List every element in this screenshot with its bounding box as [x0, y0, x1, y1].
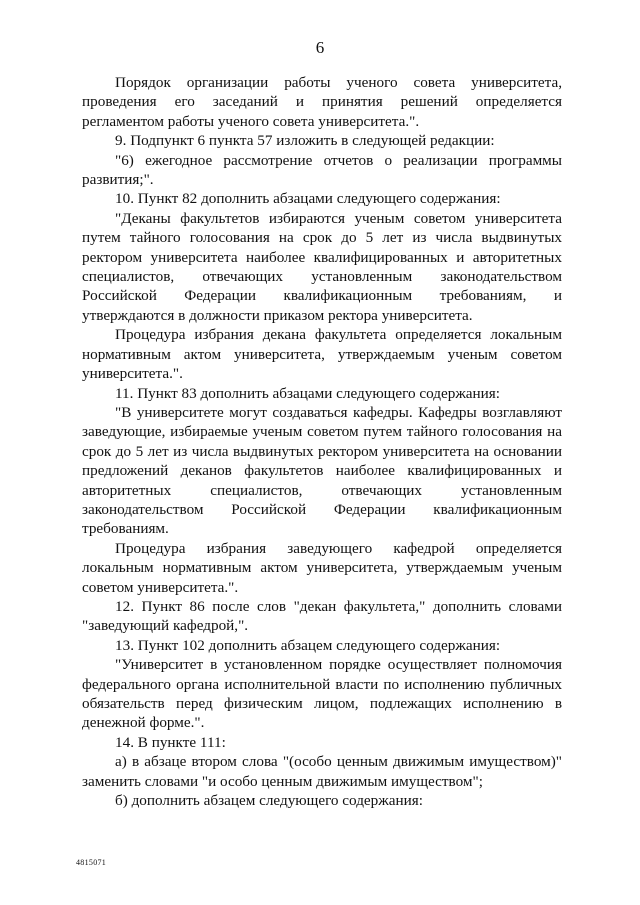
document-body — [82, 73, 562, 810]
paragraph-2: 9. Подпункт 6 пункта 57 изложить в следующей редакции: — [115, 132, 495, 150]
paragraph-14: а) в абзаце втором слова "(особо ценным движимым имуществом)" заменить словами "и особо ценным движимым имуществом"; — [82, 753, 562, 790]
paragraph-15: б) дополнить абзацем следующего содержания: — [115, 792, 423, 810]
paragraph-8: "В университете могут создаваться кафедры. Кафедры возглавляют заведующие, избираемые ученым советом путем тайного голосования на срок до 5 лет из числа выдвинутых ректором университета на основании предложений деканов факультетов наиболее квалифицированных и авторитетных специалистов, отвечающих установленным законодательством Российской Федерации квалификационным требованиям. — [82, 403, 562, 538]
paragraph-6: Процедура избрания декана факультета определяется локальным нормативным актом университета, утверждаемым ученым советом университета.". — [82, 326, 562, 383]
paragraph-10: 12. Пункт 86 после слов "декан факультета," дополнить словами "заведующий кафедрой,". — [82, 597, 562, 635]
paragraph-12: "Университет в установленном порядке осуществляет полномочия федерального органа исполнительной власти по исполнению публичных обязательств перед физическим лицом, подлежащих исполнению в денежной форме.". — [82, 656, 562, 732]
paragraph-11: 13. Пункт 102 дополнить абзацем следующего содержания: — [115, 636, 501, 654]
paragraph-9: Процедура избрания заведующего кафедрой определяется локальным нормативным актом университета, утверждаемым ученым советом университета.". — [82, 539, 562, 596]
paragraph-1: Порядок организации работы ученого совета университета, проведения его заседаний и принятия решений определяется регламентом работы ученого совета университета.". — [82, 74, 562, 130]
paragraph-13: 14. В пункте 111: — [115, 733, 226, 751]
document-code: 4815071 — [76, 858, 107, 867]
paragraph-4: 10. Пункт 82 дополнить абзацами следующего содержания: — [115, 190, 501, 208]
page-number: 6 — [315, 38, 325, 57]
paragraph-7: 11. Пункт 83 дополнить абзацами следующего содержания: — [115, 384, 501, 402]
paragraph-5: "Деканы факультетов избираются ученым советом университета путем тайного голосования на срок до 5 лет из числа выдвинутых ректором университета наиболее квалифицированных и авторитетных специалистов, отвечающих установленным законодательством Российской Федерации квалификационным требованиям, и утверждаются в должности приказом ректора университета. — [82, 209, 562, 324]
paragraph-3: "6) ежегодное рассмотрение отчетов о реализации программы развития;". — [82, 151, 562, 189]
